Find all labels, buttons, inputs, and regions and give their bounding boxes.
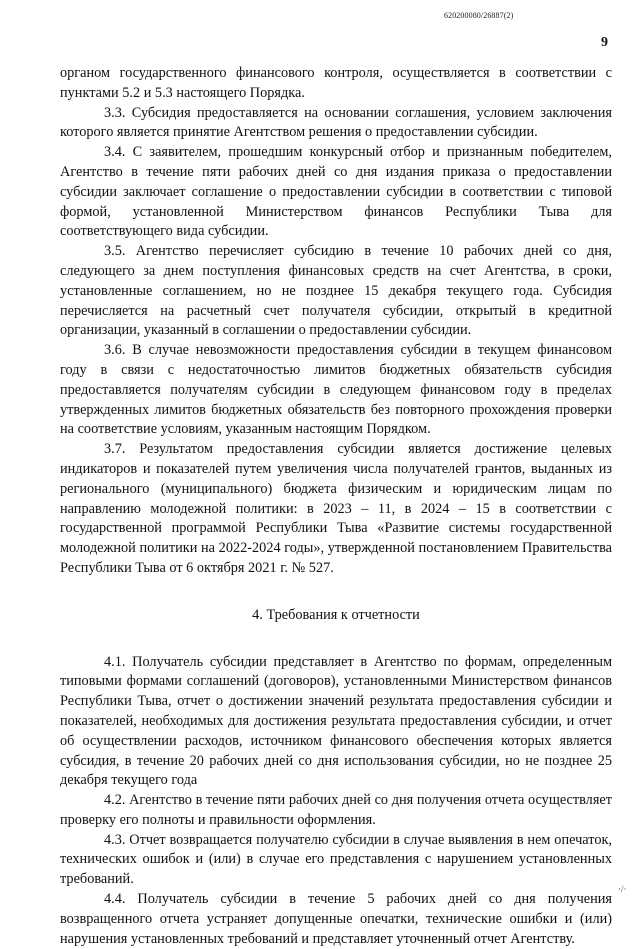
paragraph-4-3: 4.3. Отчет возвращается получателю субсидии в случае выявления в нем опечаток, технических ошибок и (или) в случае его представления с нарушением установленных требований. <box>60 831 612 888</box>
corner-mark: ·/· <box>618 884 627 894</box>
paragraph-3-4: 3.4. С заявителем, прошедшим конкурсный отбор и признанным победителем, Агентство в течение пяти рабочих дней со дня издания приказа о предоставлении субсидии заключает соглашение о предоставлении субсидии в соответствии с типовой формой, установленной Министерством финансов Республики Тыва для соответствующего вида субсидии. <box>60 144 612 240</box>
paragraph-continuation: органом государственного финансового контроля, осуществляется в соответствии с пунктами 5.2 и 5.3 настоящего Порядка. <box>60 65 612 101</box>
paragraph-4-2: 4.2. Агентство в течение пяти рабочих дней со дня получения отчета осуществляет проверку его полноты и правильности оформления. <box>60 792 612 828</box>
paragraph-3-3: 3.3. Субсидия предоставляется на основании соглашения, условием заключения которого является принятие Агентством решения о предоставлении субсидии. <box>60 104 612 141</box>
document-code: 620200080/26887(2) <box>444 11 514 20</box>
paragraph-3-7: 3.7. Результатом предоставления субсидии является достижение целевых индикаторов и показателей путем увеличения числа получателей грантов, выданных из регионального (муниципального) бюджета физическим и юридическим лицам по направлению молодежной политики: в 2023 – 11, в 2024 – 15 в соответствии с государственной программой Республики Тыва «Развитие системы государственной молодежной политики на 2022-2024 годы», утвержденной постановлением Правительства Республики Тыва от 6 октября 2021 г. № 527. <box>60 441 612 576</box>
paragraph-3-5: 3.5. Агентство перечисляет субсидию в течение 10 рабочих дней со дня, следующего за днем поступления финансовых средств на счет Агентства, в сроки, установленные соглашением, но не позднее 15 декабря текущего года. Субсидия перечисляется на расчетный счет получателя субсидии, открытый в кредитной организации, указанный в соглашении о предоставлении субсидии. <box>60 243 612 339</box>
page-number: 9 <box>601 35 608 50</box>
paragraph-4-1: 4.1. Получатель субсидии представляет в Агентство по формам, определенным типовыми формами соглашений (договоров), установленными Министерством финансов Республики Тыва, отчет о достижении значений результата предоставления субсидии и показателей, необходимых для достижения результата предоставления субсидии, и отчет об осуществлении расходов, источником финансового обеспечения которых является субсидия, в течение 20 рабочих дней со дня использования субсидии, но не позднее 25 декабря текущего года <box>60 653 612 789</box>
section-heading: 4. Требования к отчетности <box>252 606 420 623</box>
paragraph-4-4: 4.4. Получатель субсидии в течение 5 рабочих дней со дня получения возвращенного отчета устраняет допущенные опечатки, технические ошибки и (или) нарушения установленных требований и представляет уточненный отчет Агентству. <box>60 891 612 947</box>
document-body <box>60 64 612 949</box>
paragraph-3-6: 3.6. В случае невозможности предоставления субсидии в текущем финансовом году в связи с недостаточностью лимитов бюджетных обязательств субсидия предоставляется получателям субсидии в следующем финансовом году в пределах утвержденных лимитов бюджетных обязательств без повторного прохождения проверки на соответствие условиям, указанным настоящим Порядком. <box>60 342 612 438</box>
